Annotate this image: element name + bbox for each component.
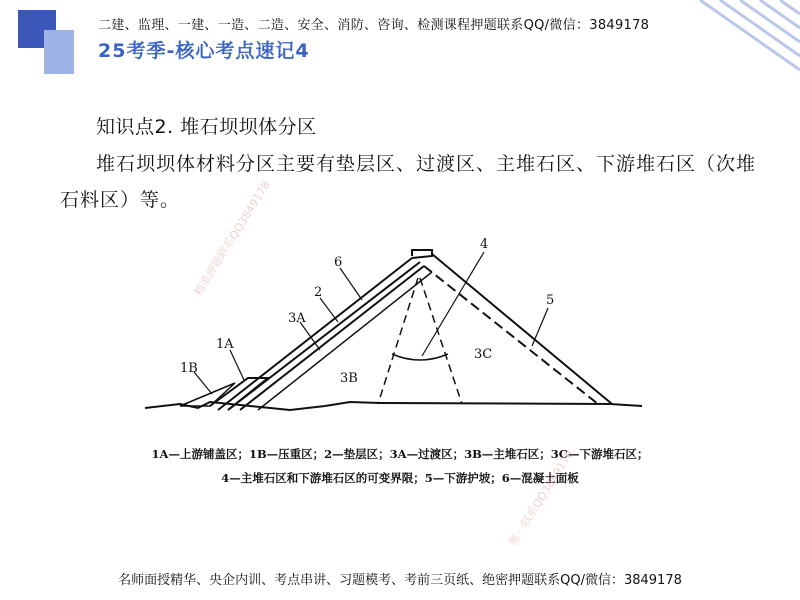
body-paragraph: 堆石坝坝体材料分区主要有垫层区、过渡区、主堆石区、下游堆石区（次堆石料区）等。 xyxy=(60,153,757,211)
diagram-caption-line-1: 1A—上游铺盖区；1B—压重区；2—垫层区；3A—过渡区；3B—主堆石区；3C—下游堆石区； xyxy=(151,447,649,461)
diagram-label-1a: 1A xyxy=(216,337,234,352)
header-contact-text: 二建、监理、一建、一造、二造、安全、消防、咨询、检测课程押题联系QQ/微信：3849178 xyxy=(98,18,650,33)
leader-line-5 xyxy=(532,308,548,346)
diagram-caption-line-2: 4—主堆石区和下游堆石区的可变界限；5—下游护坡；6—混凝土面板 xyxy=(221,471,579,485)
crest-outline xyxy=(412,250,432,258)
diagram-label-5: 5 xyxy=(546,293,555,308)
leader-line-4 xyxy=(422,252,484,356)
downstream-slope-outer xyxy=(432,254,612,404)
diagram-label-2: 2 xyxy=(314,285,323,300)
diagram-label-4: 4 xyxy=(480,238,489,252)
diagram-label-1b: 1B xyxy=(180,361,198,376)
leader-line-2 xyxy=(320,298,338,322)
watermark-text: 精准押题联系QQ3849178 xyxy=(191,178,273,298)
cushion-zone-line xyxy=(240,266,424,410)
transition-zone-line xyxy=(258,272,432,410)
slide-title: 25考季-核心考点速记4 xyxy=(98,40,310,62)
downstream-slope-inner xyxy=(424,266,598,404)
knowledge-point-heading: 知识点2. 堆石坝坝体分区 xyxy=(96,116,317,138)
diagram-label-3c: 3C xyxy=(474,347,493,362)
variable-boundary-arc xyxy=(392,354,448,360)
decor-square-light xyxy=(44,30,74,74)
footer-contact-text: 名师面授精华、央企内训、考点串讲、习题模考、考前三页纸、绝密押题联系QQ/微信：3849178 xyxy=(118,573,682,588)
watermark-text: 唯一联系QQ3849178 xyxy=(506,447,577,548)
diagram-label-6: 6 xyxy=(334,255,343,270)
variable-boundary-right xyxy=(420,278,462,404)
leader-line-1a xyxy=(230,350,244,380)
corner-stripes-decor xyxy=(690,0,800,80)
leader-line-6 xyxy=(340,268,362,300)
diagram-label-3b: 3B xyxy=(340,371,358,386)
diagram-label-3a: 3A xyxy=(288,311,306,326)
face-slab-line-outer xyxy=(218,258,412,410)
